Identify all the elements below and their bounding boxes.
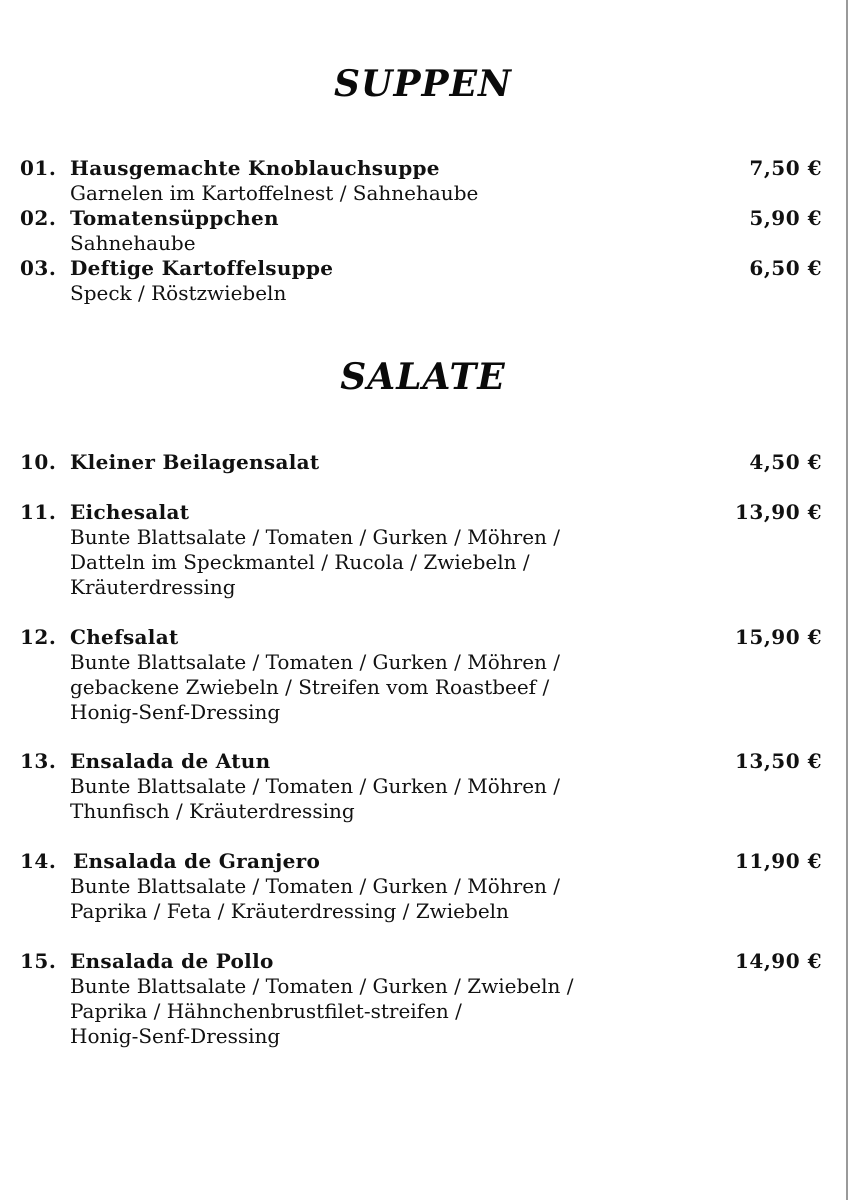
item-name: Kleiner Beilagensalat xyxy=(70,450,320,474)
description-line: Speck / Röstzwiebeln xyxy=(70,281,287,305)
section-title-salate: SALATE xyxy=(340,356,506,398)
description-line: Bunte Blattsalate / Tomaten / Gurken / Zwiebeln / xyxy=(70,974,574,998)
description-line: Paprika / Hähnchenbrustfilet-streifen / xyxy=(70,999,462,1023)
item-description xyxy=(70,281,286,306)
item-number: 10. xyxy=(20,450,57,474)
item-number: 12. xyxy=(20,625,57,649)
item-price: 6,50 € xyxy=(749,256,822,280)
item-description xyxy=(70,974,574,1049)
item-name: Deftige Kartoffelsuppe xyxy=(70,256,334,280)
item-name: Chefsalat xyxy=(70,625,179,649)
description-line: Thunfisch / Kräuterdressing xyxy=(70,799,355,823)
item-name: Hausgemachte Knoblauchsuppe xyxy=(70,156,440,180)
item-name: Ensalada de Atun xyxy=(70,749,271,773)
item-description xyxy=(70,231,196,256)
section-title-suppen: SUPPEN xyxy=(334,63,512,105)
description-line: Bunte Blattsalate / Tomaten / Gurken / Möhren / xyxy=(70,874,561,898)
item-price: 13,50 € xyxy=(734,749,822,773)
description-line: Honig-Senf-Dressing xyxy=(70,700,281,724)
item-description xyxy=(70,874,560,924)
item-price: 5,90 € xyxy=(749,206,822,230)
description-line: gebackene Zwiebeln / Streifen vom Roastbeef / xyxy=(70,675,550,699)
item-price: 11,90 € xyxy=(734,849,822,873)
description-line: Sahnehaube xyxy=(70,231,196,255)
description-line: Honig-Senf-Dressing xyxy=(70,1024,281,1048)
item-name: Eichesalat xyxy=(70,500,190,524)
item-price: 15,90 € xyxy=(734,625,822,649)
item-description xyxy=(70,525,560,600)
description-line: Paprika / Feta / Kräuterdressing / Zwiebeln xyxy=(70,899,509,923)
item-price: 7,50 € xyxy=(749,156,822,180)
item-description xyxy=(70,181,478,206)
item-number: 13. xyxy=(20,749,57,773)
description-line: Bunte Blattsalate / Tomaten / Gurken / Möhren / xyxy=(70,525,561,549)
description-line: Datteln im Speckmantel / Rucola / Zwiebeln / xyxy=(70,550,530,574)
item-price: 4,50 € xyxy=(749,450,822,474)
item-number: 15. xyxy=(20,949,57,973)
item-description xyxy=(70,774,560,824)
item-name: Tomatensüppchen xyxy=(70,206,279,230)
description-line: Garnelen im Kartoffelnest / Sahnehaube xyxy=(70,181,479,205)
item-price: 13,90 € xyxy=(734,500,822,524)
item-number: 03. xyxy=(20,256,57,280)
item-number: 02. xyxy=(20,206,57,230)
item-number: 14. xyxy=(20,849,57,873)
item-number: 01. xyxy=(20,156,57,180)
item-price: 14,90 € xyxy=(734,949,822,973)
description-line: Bunte Blattsalate / Tomaten / Gurken / Möhren / xyxy=(70,774,561,798)
item-name: Ensalada de Granjero xyxy=(73,849,321,873)
item-description xyxy=(70,650,560,725)
item-name: Ensalada de Pollo xyxy=(70,949,274,973)
description-line: Kräuterdressing xyxy=(70,575,236,599)
description-line: Bunte Blattsalate / Tomaten / Gurken / Möhren / xyxy=(70,650,561,674)
item-number: 11. xyxy=(20,500,57,524)
